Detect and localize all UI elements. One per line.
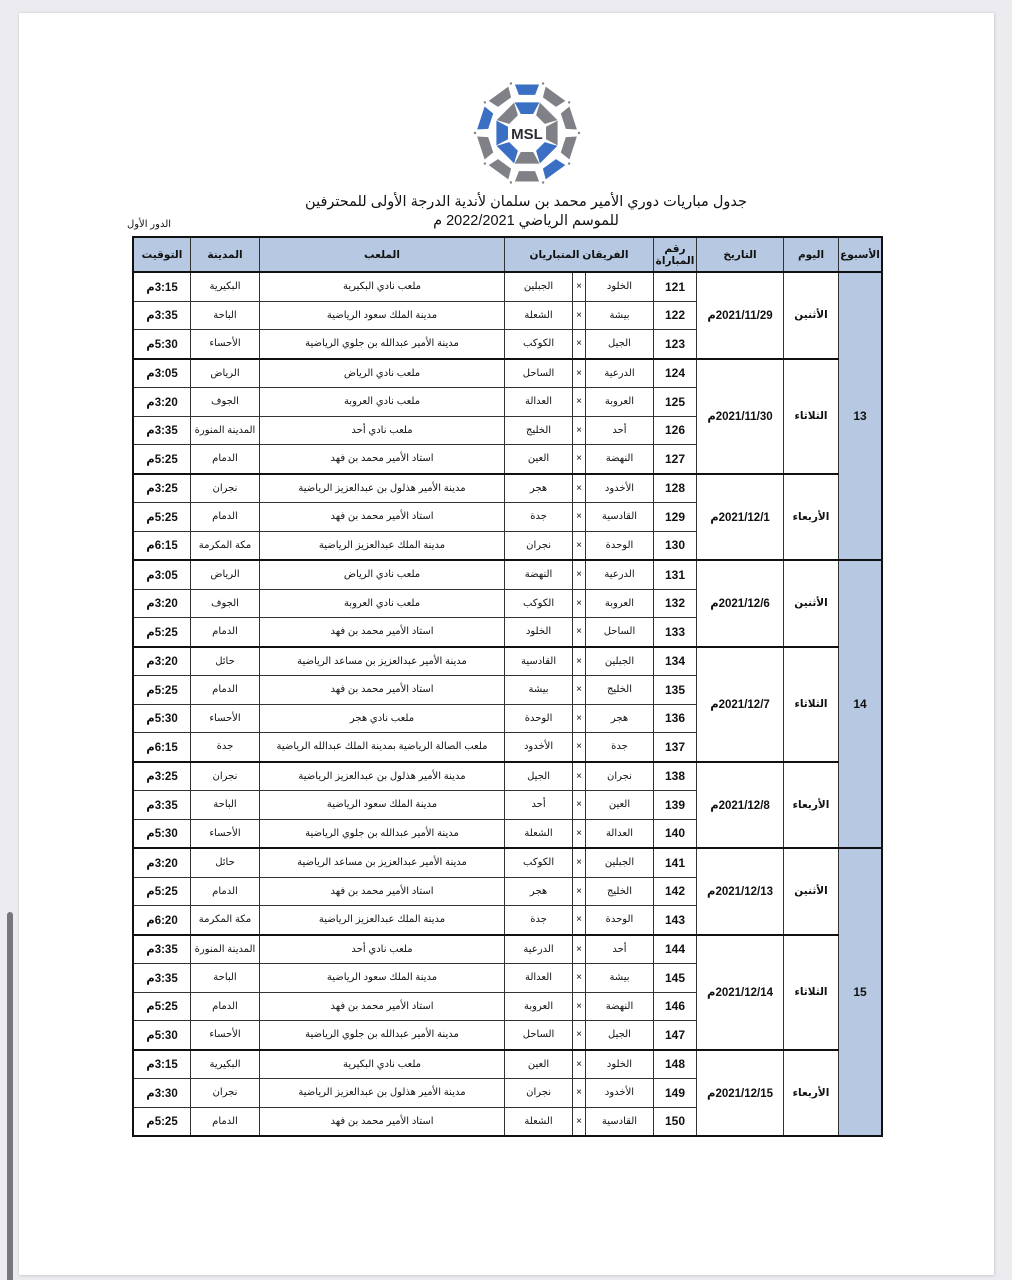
match-day: الأثنين <box>784 560 839 647</box>
versus-symbol: × <box>573 992 586 1021</box>
match-number: 121 <box>654 272 697 301</box>
city: مكة المكرمة <box>191 531 260 560</box>
away-team: العروبة <box>505 992 573 1021</box>
city: الأحساء <box>191 704 260 733</box>
venue: استاد الأمير محمد بن فهد <box>260 618 505 647</box>
venue: مدينة الأمير عبدالله بن جلوي الرياضية <box>260 1021 505 1050</box>
match-number: 140 <box>654 819 697 848</box>
venue: مدينة الملك عبدالعزيز الرياضية <box>260 531 505 560</box>
home-team: الدرعية <box>585 560 653 589</box>
home-team: بيشة <box>585 301 653 330</box>
city: نجران <box>191 762 260 791</box>
away-team: الجيل <box>505 762 573 791</box>
city: الدمام <box>191 618 260 647</box>
match-row <box>133 359 882 388</box>
match-row <box>133 647 882 676</box>
match-number: 146 <box>654 992 697 1021</box>
away-team: نجران <box>505 531 573 560</box>
logo-inner-segment <box>497 142 518 163</box>
home-team: الجبلين <box>585 848 653 877</box>
versus-symbol: × <box>573 733 586 762</box>
kickoff-time: 5:25م <box>133 445 191 474</box>
header-week: الأسبوع <box>839 237 883 272</box>
document-title <box>219 193 833 231</box>
header-venue: الملعب <box>260 237 505 272</box>
versus-symbol: × <box>573 301 586 330</box>
home-team: جدة <box>585 733 653 762</box>
away-team: الساحل <box>505 1021 573 1050</box>
home-team: الأخدود <box>585 1079 653 1108</box>
away-team: هجر <box>505 474 573 503</box>
match-date: 2021/12/6م <box>697 560 784 647</box>
away-team: النهضة <box>505 560 573 589</box>
match-number: 128 <box>654 474 697 503</box>
away-team: الكوكب <box>505 848 573 877</box>
kickoff-time: 3:35م <box>133 301 191 330</box>
match-day: الأثنين <box>784 272 839 359</box>
city: البكيرية <box>191 272 260 301</box>
match-date: 2021/11/29م <box>697 272 784 359</box>
kickoff-time: 5:25م <box>133 1107 191 1136</box>
versus-symbol: × <box>573 1107 586 1136</box>
city: الباحة <box>191 964 260 993</box>
logo-outer-segment <box>543 159 565 179</box>
match-day: الأربعاء <box>784 762 839 849</box>
table-body <box>133 272 882 1136</box>
kickoff-time: 3:35م <box>133 935 191 964</box>
kickoff-time: 3:05م <box>133 560 191 589</box>
venue: استاد الأمير محمد بن فهد <box>260 877 505 906</box>
home-team: الجبلين <box>585 647 653 676</box>
week-number: 13 <box>839 272 883 560</box>
title-line-2: للموسم الرياضي 2022/2021 م <box>433 213 619 229</box>
versus-symbol: × <box>573 445 586 474</box>
venue: مدينة الأمير عبدالله بن جلوي الرياضية <box>260 330 505 359</box>
city: الباحة <box>191 791 260 820</box>
home-team: النهضة <box>585 445 653 474</box>
venue: ملعب نادي البكيرية <box>260 272 505 301</box>
kickoff-time: 6:15م <box>133 531 191 560</box>
home-team: الخليج <box>585 676 653 705</box>
home-team: العدالة <box>585 819 653 848</box>
versus-symbol: × <box>573 906 586 935</box>
venue: ملعب الصالة الرياضية بمدينة الملك عبدالله الرياضية <box>260 733 505 762</box>
versus-symbol: × <box>573 819 586 848</box>
logo-inner-segment <box>536 142 557 163</box>
away-team: الساحل <box>505 359 573 388</box>
match-number: 147 <box>654 1021 697 1050</box>
home-team: الجيل <box>585 1021 653 1050</box>
venue: ملعب نادي العروبة <box>260 589 505 618</box>
home-team: أحد <box>585 935 653 964</box>
logo-outer-segment <box>477 137 493 160</box>
versus-symbol: × <box>573 935 586 964</box>
home-team: الخلود <box>585 1050 653 1079</box>
kickoff-time: 5:25م <box>133 618 191 647</box>
match-number: 148 <box>654 1050 697 1079</box>
away-team: الجبلين <box>505 272 573 301</box>
match-row <box>133 935 882 964</box>
versus-symbol: × <box>573 762 586 791</box>
kickoff-time: 5:25م <box>133 676 191 705</box>
kickoff-time: 6:20م <box>133 906 191 935</box>
city: الدمام <box>191 503 260 532</box>
versus-symbol: × <box>573 589 586 618</box>
table-header-row <box>133 237 882 272</box>
match-number: 125 <box>654 388 697 417</box>
kickoff-time: 3:15م <box>133 272 191 301</box>
city: الرياض <box>191 560 260 589</box>
match-date: 2021/12/8م <box>697 762 784 849</box>
venue: مدينة الأمير عبدالعزيز بن مساعد الرياضية <box>260 647 505 676</box>
logo-dot <box>578 132 580 134</box>
match-day: الأربعاء <box>784 474 839 561</box>
away-team: جدة <box>505 906 573 935</box>
away-team: الأخدود <box>505 733 573 762</box>
kickoff-time: 5:25م <box>133 992 191 1021</box>
versus-symbol: × <box>573 503 586 532</box>
kickoff-time: 3:15م <box>133 1050 191 1079</box>
versus-symbol: × <box>573 791 586 820</box>
header-time: التوقيت <box>133 237 191 272</box>
logo-inner-segment <box>515 102 540 114</box>
city: الأحساء <box>191 330 260 359</box>
venue: استاد الأمير محمد بن فهد <box>260 992 505 1021</box>
logo-inner-segment <box>497 103 518 124</box>
match-number: 127 <box>654 445 697 474</box>
home-team: الخليج <box>585 877 653 906</box>
away-team: جدة <box>505 503 573 532</box>
away-team: الكوكب <box>505 330 573 359</box>
home-team: الأخدود <box>585 474 653 503</box>
home-team: الساحل <box>585 618 653 647</box>
match-number: 138 <box>654 762 697 791</box>
match-number: 141 <box>654 848 697 877</box>
match-number: 144 <box>654 935 697 964</box>
kickoff-time: 3:20م <box>133 589 191 618</box>
logo-outer-segment <box>515 171 539 181</box>
city: الدمام <box>191 676 260 705</box>
versus-symbol: × <box>573 618 586 647</box>
versus-symbol: × <box>573 531 586 560</box>
away-team: العين <box>505 445 573 474</box>
venue: مدينة الملك سعود الرياضية <box>260 791 505 820</box>
venue: مدينة الأمير عبدالله بن جلوي الرياضية <box>260 819 505 848</box>
match-number: 149 <box>654 1079 697 1108</box>
match-number: 129 <box>654 503 697 532</box>
away-team: الشعلة <box>505 301 573 330</box>
header-day: اليوم <box>784 237 839 272</box>
home-team: العروبة <box>585 589 653 618</box>
venue: مدينة الملك سعود الرياضية <box>260 964 505 993</box>
match-day: الأربعاء <box>784 1050 839 1137</box>
city: مكة المكرمة <box>191 906 260 935</box>
versus-symbol: × <box>573 647 586 676</box>
kickoff-time: 5:30م <box>133 819 191 848</box>
kickoff-time: 3:20م <box>133 647 191 676</box>
match-day: الثلاثاء <box>784 935 839 1050</box>
title-line-1: جدول مباريات دوري الأمير محمد بن سلمان لأندية الدرجة الأولى للمحترفين <box>305 194 747 210</box>
city: الدمام <box>191 992 260 1021</box>
match-number: 139 <box>654 791 697 820</box>
home-team: الوحدة <box>585 531 653 560</box>
match-number: 133 <box>654 618 697 647</box>
match-number: 134 <box>654 647 697 676</box>
header-city: المدينة <box>191 237 260 272</box>
logo-text: MSL <box>511 126 543 143</box>
scrollbar-thumb[interactable] <box>7 912 13 1280</box>
match-date: 2021/12/15م <box>697 1050 784 1137</box>
home-team: الوحدة <box>585 906 653 935</box>
match-row <box>133 474 882 503</box>
away-team: الشعلة <box>505 819 573 848</box>
venue: استاد الأمير محمد بن فهد <box>260 1107 505 1136</box>
logo-dot <box>568 162 570 164</box>
away-team: أحد <box>505 791 573 820</box>
match-number: 142 <box>654 877 697 906</box>
home-team: أحد <box>585 416 653 445</box>
match-row <box>133 848 882 877</box>
venue: استاد الأمير محمد بن فهد <box>260 676 505 705</box>
home-team: القادسية <box>585 1107 653 1136</box>
logo-inner-segment <box>546 121 558 146</box>
venue: مدينة الأمير هذلول بن عبدالعزيز الرياضية <box>260 1079 505 1108</box>
away-team: العدالة <box>505 964 573 993</box>
logo-dot <box>568 101 570 103</box>
header-match-number: رقم المباراة <box>654 237 697 272</box>
versus-symbol: × <box>573 330 586 359</box>
round-label: الدور الأول <box>126 219 172 230</box>
city: حائل <box>191 647 260 676</box>
versus-symbol: × <box>573 359 586 388</box>
match-number: 130 <box>654 531 697 560</box>
venue: ملعب نادي البكيرية <box>260 1050 505 1079</box>
logo-outer-segment <box>543 87 565 107</box>
logo-inner-segment <box>496 121 508 146</box>
match-number: 126 <box>654 416 697 445</box>
week-number: 14 <box>839 560 883 848</box>
versus-symbol: × <box>573 848 586 877</box>
away-team: العين <box>505 1050 573 1079</box>
venue: ملعب نادي أحد <box>260 416 505 445</box>
venue: مدينة الملك عبدالعزيز الرياضية <box>260 906 505 935</box>
kickoff-time: 3:05م <box>133 359 191 388</box>
match-date: 2021/12/7م <box>697 647 784 762</box>
city: الدمام <box>191 1107 260 1136</box>
match-number: 122 <box>654 301 697 330</box>
away-team: الخليج <box>505 416 573 445</box>
venue: مدينة الأمير عبدالعزيز بن مساعد الرياضية <box>260 848 505 877</box>
versus-symbol: × <box>573 416 586 445</box>
logo-inner-segment <box>515 152 540 164</box>
match-number: 136 <box>654 704 697 733</box>
city: الدمام <box>191 445 260 474</box>
kickoff-time: 3:35م <box>133 791 191 820</box>
city: الأحساء <box>191 819 260 848</box>
versus-symbol: × <box>573 1050 586 1079</box>
home-team: النهضة <box>585 992 653 1021</box>
venue: استاد الأمير محمد بن فهد <box>260 445 505 474</box>
venue: مدينة الأمير هذلول بن عبدالعزيز الرياضية <box>260 762 505 791</box>
versus-symbol: × <box>573 1079 586 1108</box>
away-team: هجر <box>505 877 573 906</box>
versus-symbol: × <box>573 1021 586 1050</box>
kickoff-time: 6:15م <box>133 733 191 762</box>
match-row <box>133 560 882 589</box>
match-day: الثلاثاء <box>784 359 839 474</box>
kickoff-time: 5:25م <box>133 503 191 532</box>
home-team: العين <box>585 791 653 820</box>
away-team: الخلود <box>505 618 573 647</box>
match-date: 2021/12/14م <box>697 935 784 1050</box>
match-date: 2021/12/1م <box>697 474 784 561</box>
city: الباحة <box>191 301 260 330</box>
city: نجران <box>191 1079 260 1108</box>
logo-dot <box>510 181 512 183</box>
versus-symbol: × <box>573 560 586 589</box>
logo-outer-segment <box>489 159 511 179</box>
venue: استاد الأمير محمد بن فهد <box>260 503 505 532</box>
match-day: الثلاثاء <box>784 647 839 762</box>
city: حائل <box>191 848 260 877</box>
kickoff-time: 5:25م <box>133 877 191 906</box>
versus-symbol: × <box>573 272 586 301</box>
logo-outer-segment <box>489 87 511 107</box>
match-number: 137 <box>654 733 697 762</box>
logo-dot <box>542 82 544 84</box>
home-team: الخلود <box>585 272 653 301</box>
kickoff-time: 3:25م <box>133 474 191 503</box>
logo-dot <box>510 82 512 84</box>
versus-symbol: × <box>573 474 586 503</box>
kickoff-time: 5:30م <box>133 704 191 733</box>
home-team: الجيل <box>585 330 653 359</box>
venue: ملعب نادي الرياض <box>260 560 505 589</box>
city: الرياض <box>191 359 260 388</box>
city: جدة <box>191 733 260 762</box>
versus-symbol: × <box>573 877 586 906</box>
kickoff-time: 3:20م <box>133 388 191 417</box>
logo-dot <box>484 101 486 103</box>
logo-inner-segment <box>536 103 557 124</box>
msl-logo-icon <box>473 79 581 187</box>
home-team: بيشة <box>585 964 653 993</box>
versus-symbol: × <box>573 676 586 705</box>
match-number: 145 <box>654 964 697 993</box>
city: الدمام <box>191 877 260 906</box>
kickoff-time: 5:30م <box>133 330 191 359</box>
home-team: العروبة <box>585 388 653 417</box>
venue: ملعب نادي الرياض <box>260 359 505 388</box>
kickoff-time: 3:25م <box>133 762 191 791</box>
logo-outer-segment <box>477 107 493 130</box>
week-number: 15 <box>839 848 883 1136</box>
away-team: العدالة <box>505 388 573 417</box>
kickoff-time: 5:30م <box>133 1021 191 1050</box>
venue: ملعب نادي أحد <box>260 935 505 964</box>
venue: مدينة الملك سعود الرياضية <box>260 301 505 330</box>
home-team: القادسية <box>585 503 653 532</box>
away-team: الشعلة <box>505 1107 573 1136</box>
kickoff-time: 3:30م <box>133 1079 191 1108</box>
match-row <box>133 762 882 791</box>
match-row <box>133 1050 882 1079</box>
match-number: 123 <box>654 330 697 359</box>
away-team: الكوكب <box>505 589 573 618</box>
match-row <box>133 272 882 301</box>
kickoff-time: 3:35م <box>133 964 191 993</box>
venue: مدينة الأمير هذلول بن عبدالعزيز الرياضية <box>260 474 505 503</box>
versus-symbol: × <box>573 388 586 417</box>
versus-symbol: × <box>573 964 586 993</box>
away-team: القادسية <box>505 647 573 676</box>
match-number: 132 <box>654 589 697 618</box>
logo-outer-segment <box>515 85 539 95</box>
logo-dot <box>474 132 476 134</box>
city: الجوف <box>191 589 260 618</box>
kickoff-time: 3:35م <box>133 416 191 445</box>
city: المدينة المنورة <box>191 935 260 964</box>
logo-dot <box>542 181 544 183</box>
match-day: الأثنين <box>784 848 839 935</box>
away-team: الوحدة <box>505 704 573 733</box>
match-date: 2021/11/30م <box>697 359 784 474</box>
city: المدينة المنورة <box>191 416 260 445</box>
away-team: بيشة <box>505 676 573 705</box>
venue: ملعب نادي العروبة <box>260 388 505 417</box>
city: البكيرية <box>191 1050 260 1079</box>
city: الجوف <box>191 388 260 417</box>
away-team: الدرعية <box>505 935 573 964</box>
match-number: 143 <box>654 906 697 935</box>
versus-symbol: × <box>573 704 586 733</box>
home-team: الدرعية <box>585 359 653 388</box>
venue: ملعب نادي هجر <box>260 704 505 733</box>
match-date: 2021/12/13م <box>697 848 784 935</box>
home-team: هجر <box>585 704 653 733</box>
home-team: نجران <box>585 762 653 791</box>
logo-outer-segment <box>561 107 577 130</box>
match-number: 135 <box>654 676 697 705</box>
city: الأحساء <box>191 1021 260 1050</box>
match-schedule-table <box>132 236 883 1137</box>
match-number: 150 <box>654 1107 697 1136</box>
logo-dot <box>484 162 486 164</box>
logo-outer-segment <box>561 137 577 160</box>
match-number: 131 <box>654 560 697 589</box>
header-teams: الفريقان المتباريان <box>505 237 654 272</box>
match-number: 124 <box>654 359 697 388</box>
header-date: التاريخ <box>697 237 784 272</box>
kickoff-time: 3:20م <box>133 848 191 877</box>
city: نجران <box>191 474 260 503</box>
away-team: نجران <box>505 1079 573 1108</box>
